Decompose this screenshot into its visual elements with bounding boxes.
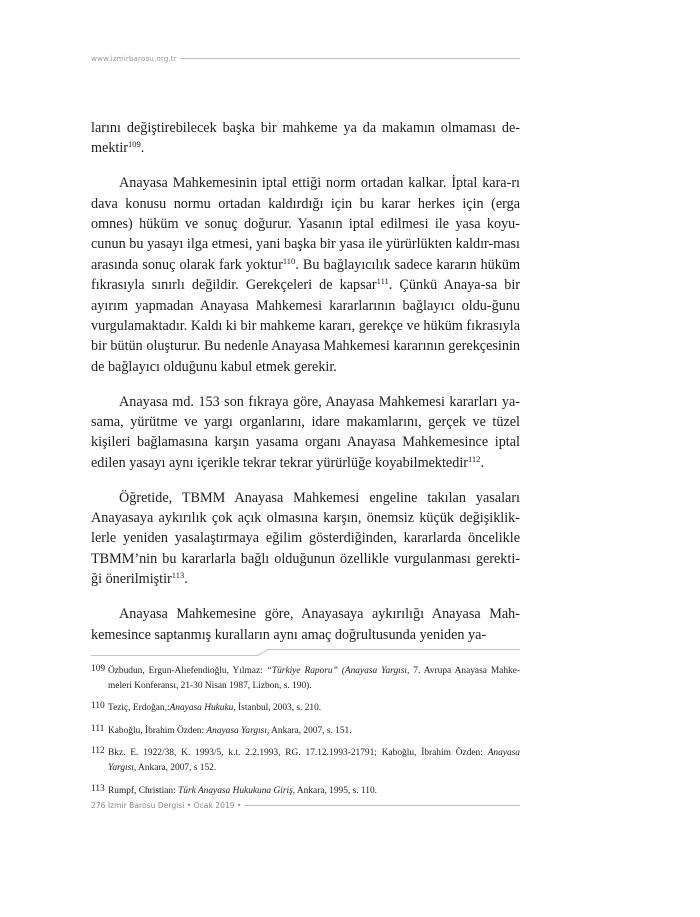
footnote-ref-109: 109 <box>128 139 141 150</box>
footnotes <box>91 664 520 806</box>
footnote-text-b: , İstanbul, 2003, s. 210. <box>233 703 322 714</box>
page-footer <box>91 801 520 810</box>
paragraph-1-text: larını değiştirebilecek başka bir mahkeme ya da makamın olmaması de-mektir <box>91 120 520 157</box>
paragraph-4-text: Öğretide, TBMM Anayasa Mahkemesi engeline takılan yasaları Anayasaya aykırılık çok açık olmasına karşın, önemsiz küçük değişiklik-lerle yeniden yasalaştırmaya eğilim gösterdiğinden, kararlarda öncelikle TBMM’nin bu kararlarla bağlı olduğunun özellikle vurgulanması gerekti-ği önerilmiştir <box>91 489 520 588</box>
footnote-title: Türk Anayasa Hukukuna Giriş <box>178 785 293 796</box>
paragraph-1-tail: . <box>140 140 145 157</box>
main-text <box>91 118 520 659</box>
footnote-text <box>108 724 520 739</box>
footnote-number: 112 <box>91 746 105 757</box>
footnote-text-b: , Ankara, 2007, s 152. <box>133 762 217 773</box>
footnote-text-b: , Ankara, 1995, s. 110. <box>292 785 378 796</box>
paragraph-4 <box>91 488 520 590</box>
header-url: www.izmirbarosu.org.tr <box>91 54 177 63</box>
paragraph-4-tail: . <box>184 571 188 588</box>
footnote-text-b: , Ankara, 2007, s. 151. <box>266 725 352 736</box>
page-header <box>91 54 520 63</box>
footnote-ref-111: 111 <box>376 276 389 287</box>
footnote-text <box>108 746 520 775</box>
separator-slant <box>257 649 268 656</box>
footnote-text-a: Bkz. E. 1922/38, K. 1993/5, k.t. 2.2.1993, RG. 17.12.1993-21791; Kaboğlu, İbrahim Özden: <box>108 748 488 759</box>
footer-rule <box>244 805 520 806</box>
separator-line-right <box>267 649 520 650</box>
paragraph-2-text-b: . Bu bağlayıcılık sadece kararın hüküm fıkrasıyla sınırlı değildir. Gerekçeleri de kapsar <box>91 256 520 294</box>
footnote-ref-113: 113 <box>171 570 185 581</box>
paragraph-1 <box>91 118 520 159</box>
footnote-text-a: Teziç, Erdoğan,: <box>108 703 170 714</box>
separator-line-left <box>91 655 259 656</box>
footnote-title: Anayasa Yargısı <box>108 748 520 773</box>
footnote-text <box>108 784 520 799</box>
paragraph-2-text-c: . Çünkü Anaya-sa bir ayırım yapmadan Anayasa Mahkemesi kararlarının bağlayıcı oldu-ğunu vurgulamaktadır. Kaldı ki bir mahkeme kararı, gerekçe ve hüküm fıkrasıyla bir bütün oluşturur. Bu nedenle Anayasa Mahkemesi kararının gerekçesinin de bağlayıcı olduğunu kabul etmek gerekir. <box>91 277 520 375</box>
footnote-113 <box>91 784 520 799</box>
footnote-text <box>108 701 520 716</box>
footnote-title: Anayasa Hukuku <box>169 703 234 714</box>
footnote-text-a: Kaboğlu, İbrahim Özden: <box>108 725 207 736</box>
paragraph-5-text: Anayasa Mahkemesine göre, Anayasaya aykırılığı Anayasa Mah-kemesince saptanmış kuralların aynı amaç doğrultusunda yeniden ya- <box>91 606 520 643</box>
footnote-109 <box>91 664 520 693</box>
paragraph-2-text-a: Anayasa Mahkemesinin iptal ettiği norm ortadan kalkar. İptal kara-rı dava konusu normu ortadan kaldırdığı için bu karar herkes için (erga omnes) hüküm ve sonuç doğurur. Yasanın iptal edilmesi ile yasa koyu-cunun bu yasayı ilga etmesi, yani başka bir yasa ile yürürlükten kaldır-ması arasında sonuç olarak fark yoktur <box>91 175 520 273</box>
header-rule <box>180 58 520 59</box>
paragraph-3-tail: . <box>480 454 484 471</box>
footnote-number: 109 <box>91 664 106 674</box>
paragraph-3 <box>91 392 520 474</box>
paragraph-3-text: Anayasa md. 153 son fıkraya göre, Anayasa Mahkemesi kararları ya-sama, yürütme ve yargı organlarını, idare makamlarını, gerçek ve tüzel kişileri bağlamasına karşın yasama organı Anayasa Mahkemesince iptal edilen yasayı aynı içerikle tekrar tekrar yürürlüğe koyabilmektedir <box>91 393 520 471</box>
footer-label: 276 İzmir Barosu Dergisi • Ocak 2019 • <box>91 801 242 810</box>
footnote-112 <box>91 746 520 775</box>
paragraph-2 <box>91 173 520 377</box>
paragraph-5 <box>91 604 520 645</box>
footnote-text-b: , 7. Avrupa Anayasa Mahke-meleri Konferansı, 21-30 Nisan 1987, Lizbon, s. 190). <box>108 666 520 691</box>
footnote-text <box>108 664 520 693</box>
footnote-text-a: Özbudun, Ergun-Alıefendioğlu, Yılmaz: <box>108 666 267 676</box>
footnote-number: 113 <box>91 783 105 794</box>
footnote-number: 111 <box>91 723 105 734</box>
footnote-text-a: Rumpf, Christian: <box>108 785 179 796</box>
footnote-110 <box>91 701 520 716</box>
footnote-title: “Türkiye Raporu” (Anayasa Yargısı <box>266 666 408 676</box>
footnote-title: Anayasa Yargısı <box>206 725 267 736</box>
footnote-111 <box>91 724 520 739</box>
footnote-number: 110 <box>91 701 105 712</box>
footnote-ref-110: 110 <box>282 255 296 266</box>
footnote-separator <box>91 649 520 659</box>
footnote-ref-112: 112 <box>468 453 481 464</box>
